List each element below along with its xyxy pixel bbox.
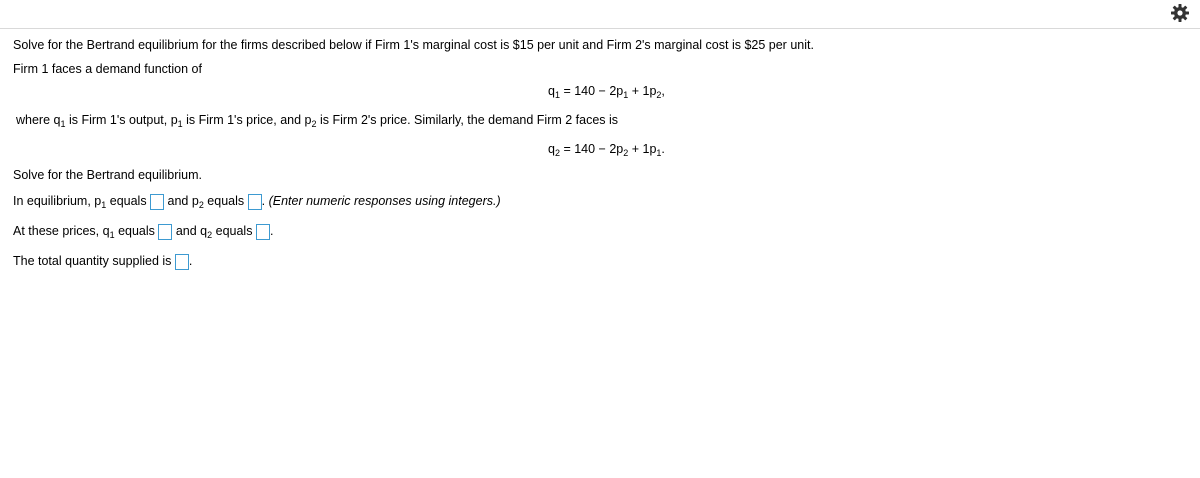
firm2-demand-equation: $q_2 = 140 - 2p_2 + 1p_1$. (548, 142, 665, 158)
firm1-demand-intro: Firm 1 faces a demand function of (13, 62, 202, 76)
q2-answer-input[interactable] (256, 224, 270, 240)
q1-answer-input[interactable] (158, 224, 172, 240)
total-quantity-row: The total quantity supplied is . (13, 254, 193, 268)
firm1-demand-equation: $q_1 = 140 - 2p_1 + 1p_2$, (548, 84, 665, 100)
variable-definitions: where $q_1$ is Firm 1's output, $p_1$ is Firm 1's price, and $p_2$ is Firm 2's price. Similarly, the demand Firm 2 faces is (16, 113, 619, 129)
gear-icon[interactable] (1170, 3, 1190, 23)
equilibrium-prices-row: In equilibrium, $p_1$ equals and $p_2$ equals . (Enter numeric responses using integers.) (13, 194, 501, 210)
p2-answer-input[interactable] (248, 194, 262, 210)
top-divider (0, 28, 1200, 29)
question-intro: Solve for the Bertrand equilibrium for the firms described below if Firm 1's marginal cost is $15 per unit and Firm 2's marginal cost is $25 per unit. (13, 38, 814, 52)
equilibrium-quantities-row: At these prices, $q_1$ equals and $q_2$ equals . (13, 224, 274, 240)
total-quantity-input[interactable] (175, 254, 189, 270)
p1-answer-input[interactable] (150, 194, 164, 210)
integer-note: (Enter numeric responses using integers.) (268, 194, 501, 208)
solve-prompt: Solve for the Bertrand equilibrium. (13, 168, 202, 182)
